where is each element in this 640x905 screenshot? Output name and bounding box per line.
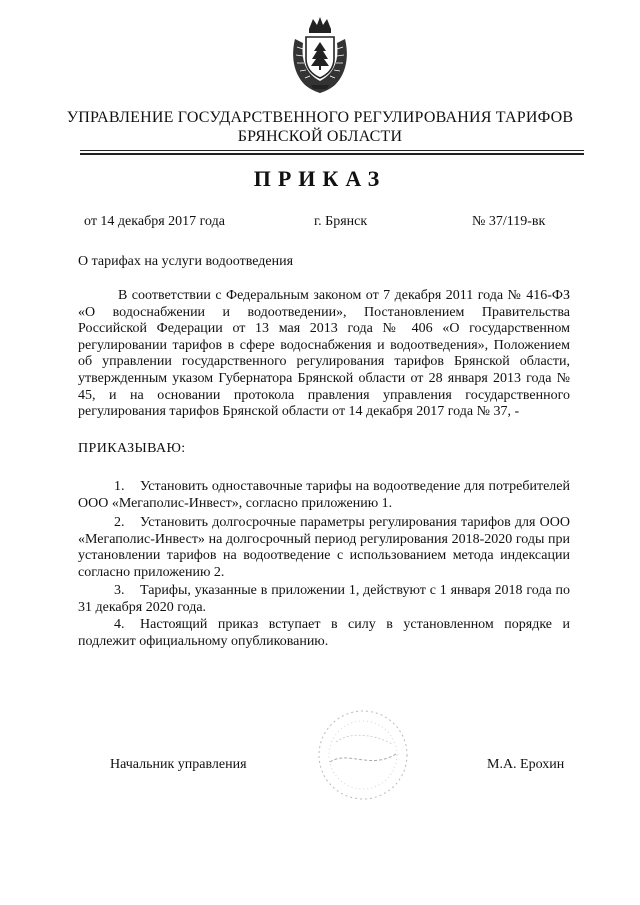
document-date: от 14 декабря 2017 года [84,214,225,229]
order-item-text: Установить долгосрочные параметры регулирования тарифов для ООО «Мегаполис-Инвест» на долгосрочный период регулирования 2018-2020 годы при установлении тарифов на водоотведение с использованием метода индексации согласно приложению 2. [78,515,570,580]
signatory-position: Начальник управления [110,757,247,772]
order-item-number: 3. [114,583,125,598]
coat-of-arms-icon [287,15,353,95]
order-item [78,617,570,650]
organization-name-line1: УПРАВЛЕНИЕ ГОСУДАРСТВЕННОГО РЕГУЛИРОВАНИЯ ТАРИФОВ [66,109,574,126]
order-item-text: Установить одноставочные тарифы на водоотведение для потребителей ООО «Мегаполис-Инвест», согласно приложению 1. [78,479,570,511]
document-subject: О тарифах на услуги водоотведения [78,254,294,269]
order-item-number: 4. [114,617,125,632]
order-item-number: 1. [114,479,125,494]
order-item [78,479,570,512]
stamp-icon [308,700,418,810]
order-item-text: Настоящий приказ вступает в силу в установленном порядке и подлежит официальному опубликованию. [78,617,570,649]
order-item [78,583,570,616]
header-rule-thin [80,150,584,151]
document-number: № 37/119-вк [472,214,546,229]
order-item-text: Тарифы, указанные в приложении 1, действуют с 1 января 2018 года по 31 декабря 2020 года. [78,583,570,615]
document-city: г. Брянск [314,214,368,229]
order-item-number: 2. [114,515,125,530]
signatory-name: М.А. Ерохин [487,757,565,772]
document-title: ПРИКАЗ [253,166,387,191]
organization-name-line2: БРЯНСКОЙ ОБЛАСТИ [237,128,403,145]
decree-heading: ПРИКАЗЫВАЮ: [78,441,186,456]
order-item [78,515,570,581]
preamble-paragraph: В соответствии с Федеральным законом от 7 декабря 2011 года № 416-ФЗ «О водоснабжении и водоотведении», Постановлением Правительства Российской Федерации от 13 мая 2013 года № 406 «О государственном регулировании тарифов в сфере водоснабжения и водоотведения», Положением об управлении государственного регулирования тарифов Брянской области, утвержденным указом Губернатора Брянской области от 28 января 2013 года № 45, и на основании протокола правления управления государственного регулирования тарифов Брянской области от 14 декабря 2017 года № 37, - [78,288,570,420]
header-rule-thick [80,153,584,155]
